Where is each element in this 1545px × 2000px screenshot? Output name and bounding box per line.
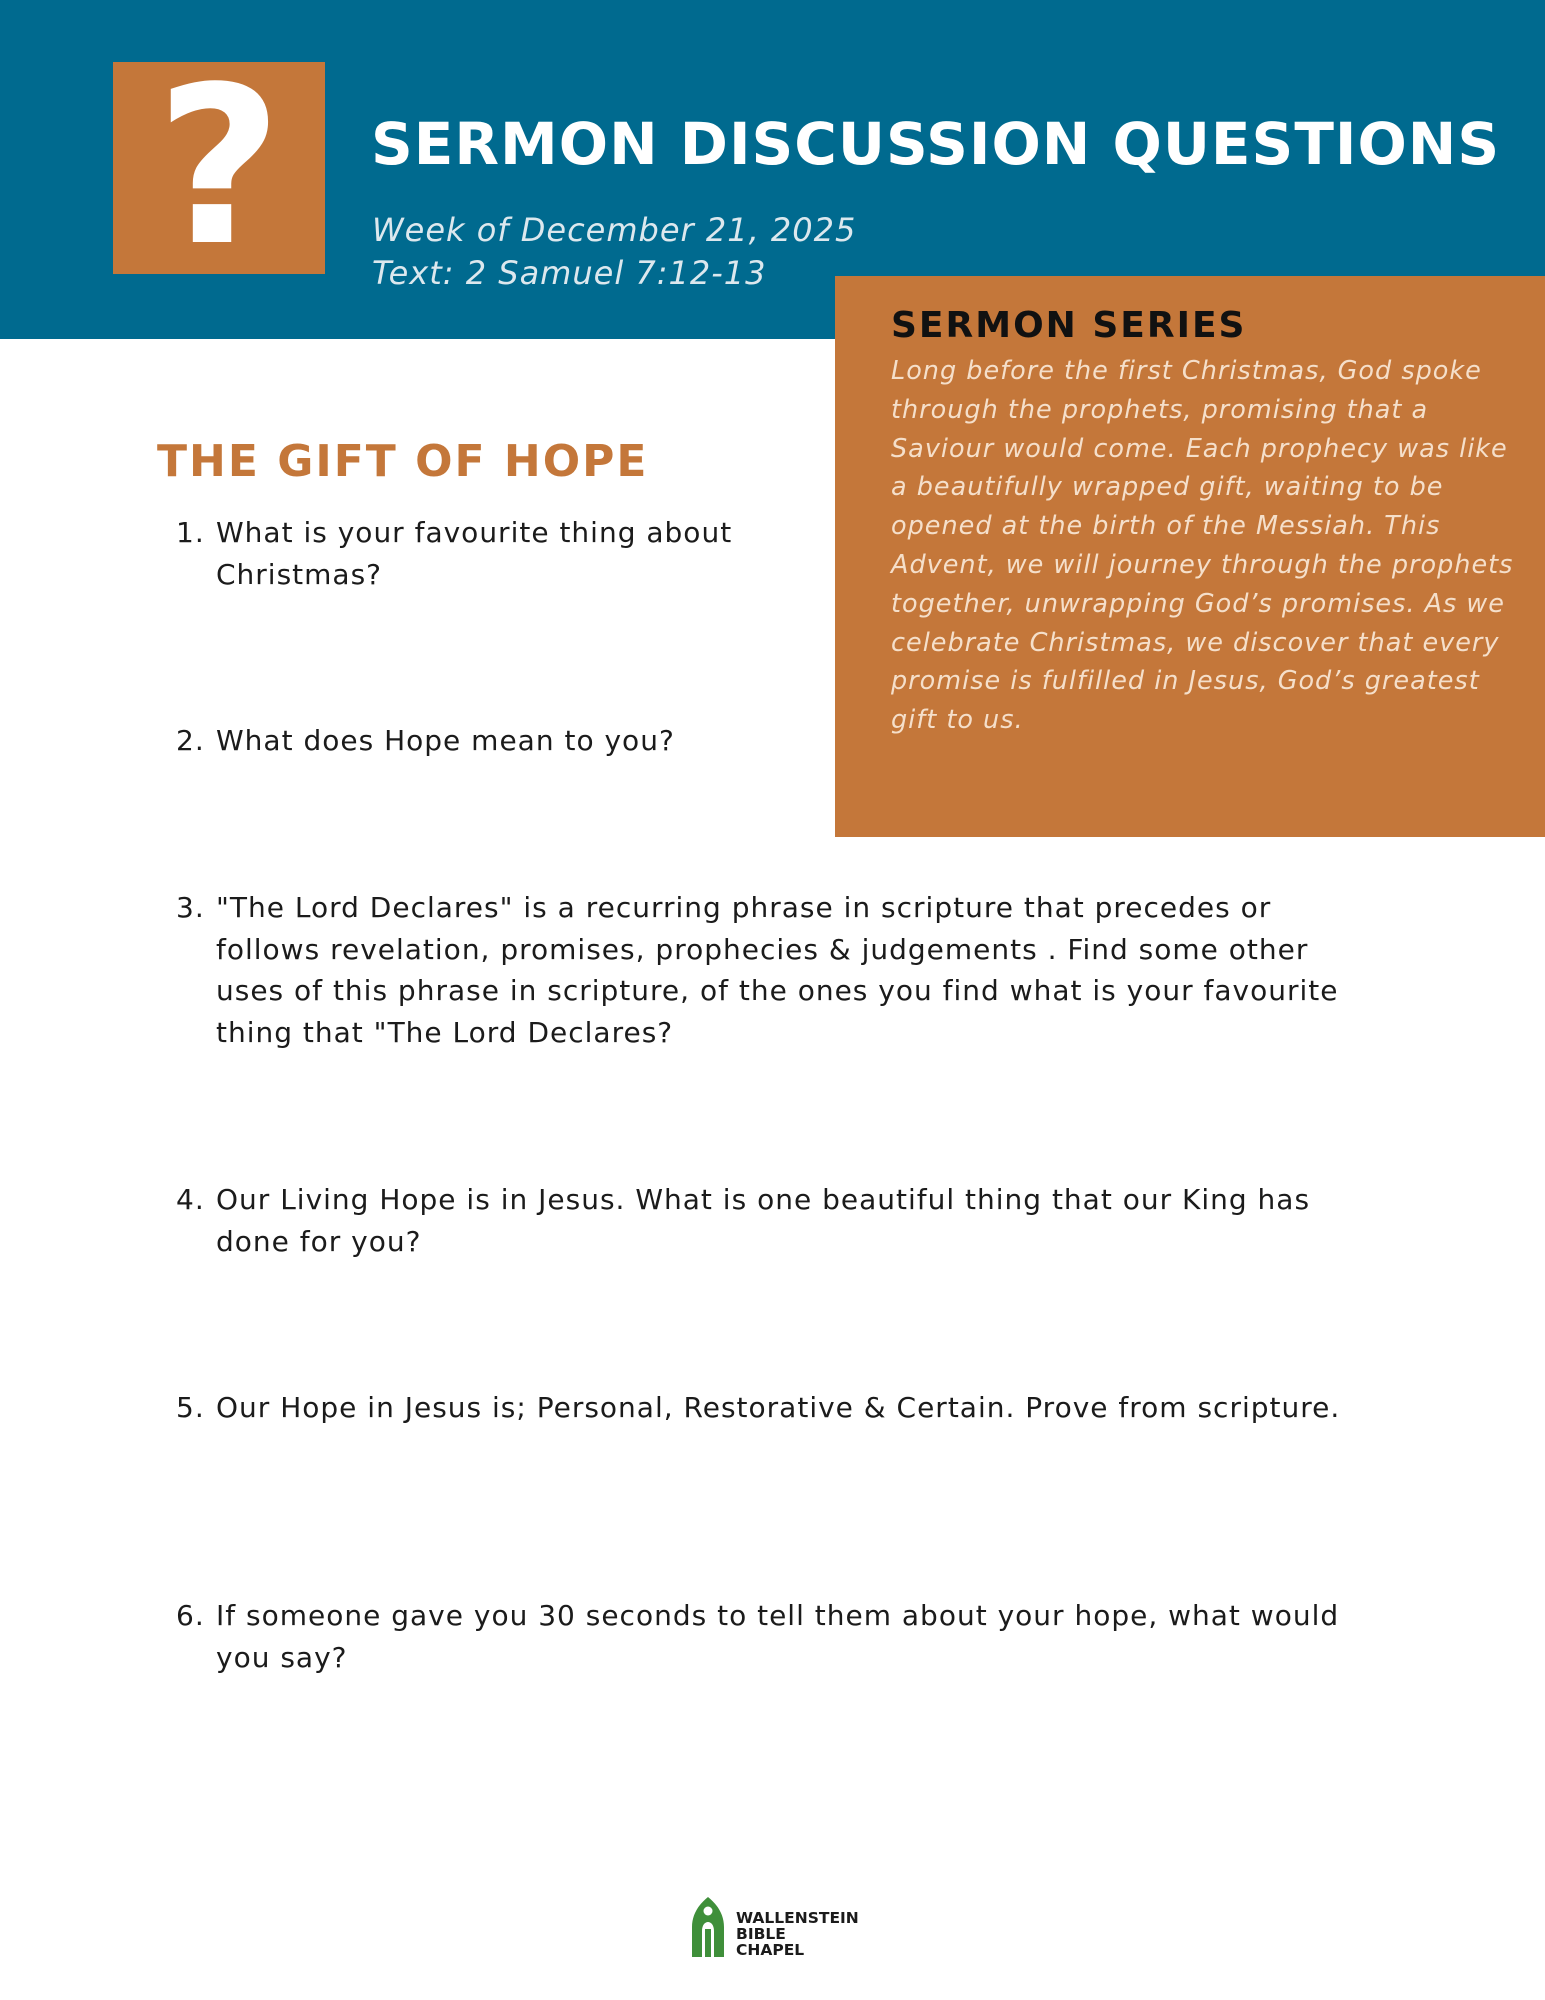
church-logo <box>688 1893 868 1963</box>
question-text: "The Lord Declares" is a recurring phrase in scripture that precedes or follows revelation, promises, prophecies & judgements . Find some other uses of this phrase in scripture, of the ones you find what is your favourite thing that "The Lord Declares? <box>216 891 1339 1049</box>
question-number: 4. <box>176 1183 205 1216</box>
scripture-reference: Text: 2 Samuel 7:12-13 <box>372 254 767 292</box>
question-text: Our Living Hope is in Jesus. What is one beautiful thing that our King has done for you? <box>216 1183 1311 1258</box>
question-4 <box>176 1179 1356 1262</box>
church-name <box>736 1910 859 1958</box>
series-title: SERMON SERIES <box>891 305 1247 346</box>
question-number: 1. <box>176 516 205 549</box>
question-6 <box>176 1595 1356 1678</box>
sermon-series-box <box>835 276 1545 837</box>
church-logo-icon <box>688 1895 728 1959</box>
question-number: 3. <box>176 891 205 924</box>
question-badge <box>113 41 325 294</box>
question-1 <box>176 512 776 595</box>
page-title: SERMON DISCUSSION QUESTIONS <box>371 110 1501 178</box>
section-heading: THE GIFT OF HOPE <box>157 436 649 487</box>
question-number: 2. <box>176 724 205 757</box>
question-2 <box>176 720 776 762</box>
question-3 <box>176 887 1356 1053</box>
question-text: What does Hope mean to you? <box>216 724 675 757</box>
logo-line: BIBLE <box>736 1925 786 1943</box>
logo-line: CHAPEL <box>736 1941 805 1959</box>
week-date: Week of December 21, 2025 <box>372 211 857 249</box>
question-number: 5. <box>176 1391 205 1424</box>
question-mark-icon: ? <box>155 41 283 294</box>
question-number: 6. <box>176 1599 205 1632</box>
question-text: What is your favourite thing about Christmas? <box>216 516 733 591</box>
question-5 <box>176 1387 1516 1429</box>
question-text: If someone gave you 30 seconds to tell them about your hope, what would you say? <box>216 1599 1340 1674</box>
logo-line: WALLENSTEIN <box>736 1909 859 1927</box>
series-description: Long before the first Christmas, God spoke through the prophets, promising that a Saviour would come. Each prophecy was like a beautifully wrapped gift, waiting to be opened at the birth of the Messiah. This Advent, we will journey through the prophets together, unwrapping God’s promises. As we celebrate Christmas, we discover that every promise is fulfilled in Jesus, God’s greatest gift to us. <box>891 356 1514 736</box>
question-text: Our Hope in Jesus is; Personal, Restorative & Certain. Prove from scripture. <box>216 1391 1341 1424</box>
